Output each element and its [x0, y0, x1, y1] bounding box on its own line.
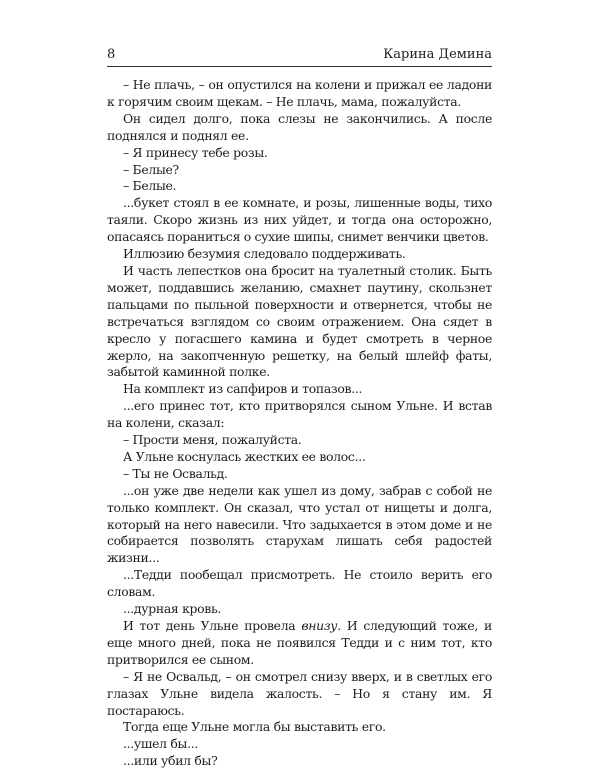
- paragraph: Иллюзию безумия следовало поддерживать.: [123, 246, 406, 262]
- running-header: [107, 47, 492, 63]
- paragraph: – Прости меня, пожалуйста.: [123, 432, 302, 448]
- paragraph: – Я принесу тебе розы.: [123, 144, 268, 160]
- paragraph: Тогда еще Ульне могла бы выставить его.: [123, 719, 386, 735]
- emphasized-word: внизу: [301, 618, 338, 633]
- paragraph-with-emphasis: [107, 618, 492, 669]
- page-number: 8: [107, 47, 116, 62]
- body-text: [107, 77, 492, 770]
- paragraph: А Ульне коснулась жестких ее волос...: [123, 448, 366, 464]
- paragraph-part: И тот день Ульне провела: [123, 618, 302, 633]
- paragraph: ...или убил бы?: [123, 753, 218, 769]
- paragraph: ...его принес тот, кто притворялся сыном Ульне. И встав на колени, сказал:: [107, 398, 492, 431]
- paragraph: – Белые.: [123, 178, 177, 194]
- paragraph-part: . И следующий тоже, и еще много дней, пока не появился Тедди и с ним тот, кто притворился ее сыном.: [107, 618, 492, 667]
- paragraph: И часть лепестков она бросит на туалетный столик. Быть может, поддавшись желанию, смахнет паутину, скользнет пальцами по пыльной поверхности и отвернется, чтобы не встречаться взглядом со своим отражением. Она сядет в кресло у погасшего камина и будет смотреть в черное жерло, на закопченную решетку, на белый шлейф фаты, забытой каминной полке.: [107, 262, 492, 380]
- paragraph: – Ты не Освальд.: [123, 465, 228, 481]
- header-rule: [107, 66, 492, 67]
- paragraph: ...Тедди пообещал присмотреть. Не стоило верить его словам.: [107, 567, 492, 600]
- paragraph: – Не плачь, – он опустился на колени и прижал ее ладони к горячим своим щекам. – Не плачь, мама, пожалуйста.: [107, 77, 492, 109]
- paragraph: – Я не Освальд, – он смотрел снизу вверх, и в светлых его глазах Ульне видела жалость. – Но я стану им. Я постараюсь.: [107, 668, 492, 718]
- paragraph: – Белые?: [123, 161, 179, 177]
- paragraph: На комплект из сапфиров и топазов...: [123, 381, 363, 397]
- paragraph: ...букет стоял в ее комнате, и розы, лишенные воды, тихо таяли. Скоро жизнь из них уйдет, и тогда она осторожно, опасаясь пораниться о сухие шипы, снимет венчики цветов.: [107, 195, 492, 245]
- paragraph: Он сидел долго, пока слезы не закончились. А после поднялся и поднял ее.: [107, 110, 492, 143]
- paragraph: ...дурная кровь.: [123, 601, 222, 617]
- paragraph: ...ушел бы...: [123, 736, 199, 752]
- paragraph: ...он уже две недели как ушел из дому, забрав с собой не только комплект. Он сказал, что устал от нищеты и долга, который на него навесили. Что задыхается в этом доме и не собирается позволять старухам лишать себя радостей жизни...: [107, 482, 492, 566]
- author-name: Карина Демина: [383, 47, 492, 62]
